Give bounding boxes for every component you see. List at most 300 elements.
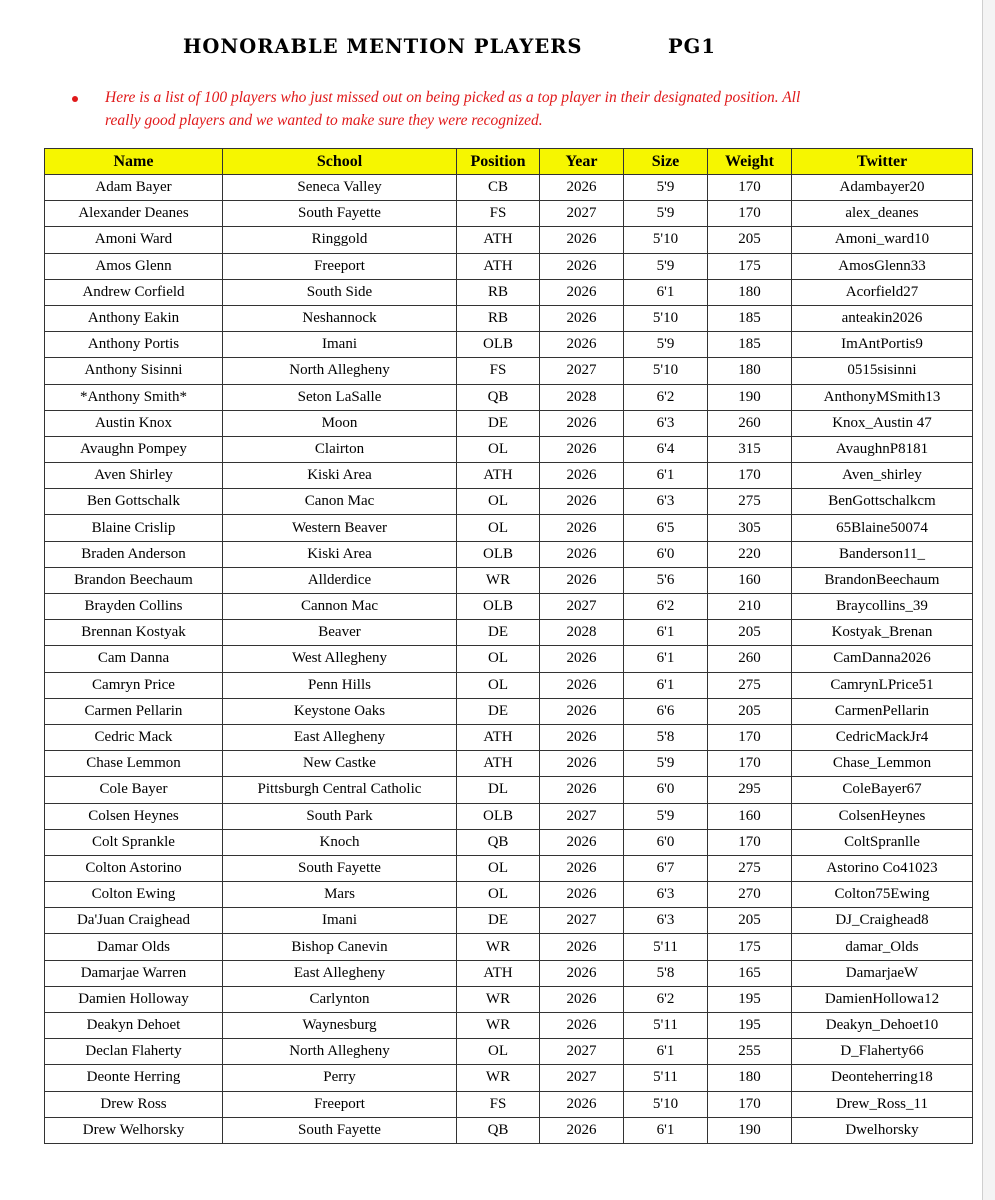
school-cell: South Side xyxy=(223,279,457,305)
player-name-cell: Adam Bayer xyxy=(45,175,223,201)
position-cell: WR xyxy=(457,1065,540,1091)
position-cell: ATH xyxy=(457,751,540,777)
year-cell: 2027 xyxy=(540,358,624,384)
position-cell: OL xyxy=(457,489,540,515)
school-cell: Cannon Mac xyxy=(223,594,457,620)
twitter-handle-cell: ColsenHeynes xyxy=(792,803,973,829)
weight-cell: 160 xyxy=(708,803,792,829)
size-cell: 5'8 xyxy=(624,724,708,750)
size-cell: 6'2 xyxy=(624,384,708,410)
year-cell: 2026 xyxy=(540,305,624,331)
position-cell: RB xyxy=(457,279,540,305)
size-cell: 5'11 xyxy=(624,934,708,960)
table-row xyxy=(45,646,973,672)
player-name-cell: Austin Knox xyxy=(45,410,223,436)
position-cell: DE xyxy=(457,698,540,724)
size-cell: 5'9 xyxy=(624,803,708,829)
position-cell: CB xyxy=(457,175,540,201)
school-cell: West Allegheny xyxy=(223,646,457,672)
size-cell: 6'1 xyxy=(624,672,708,698)
size-cell: 5'9 xyxy=(624,253,708,279)
player-name-cell: Amoni Ward xyxy=(45,227,223,253)
weight-cell: 275 xyxy=(708,855,792,881)
year-cell: 2026 xyxy=(540,724,624,750)
header-school: School xyxy=(223,149,457,175)
twitter-handle-cell: DamarjaeW xyxy=(792,960,973,986)
player-name-cell: Colt Sprankle xyxy=(45,829,223,855)
school-cell: Keystone Oaks xyxy=(223,698,457,724)
position-cell: FS xyxy=(457,1091,540,1117)
year-cell: 2026 xyxy=(540,829,624,855)
weight-cell: 195 xyxy=(708,986,792,1012)
size-cell: 5'9 xyxy=(624,175,708,201)
player-name-cell: *Anthony Smith* xyxy=(45,384,223,410)
table-row xyxy=(45,332,973,358)
intro-note: Here is a list of 100 players who just missed out on being picked as a top player in their designated position. All really good players and we wanted to make sure they were recognized. xyxy=(105,89,801,129)
twitter-handle-cell: 65Blaine50074 xyxy=(792,515,973,541)
weight-cell: 175 xyxy=(708,253,792,279)
size-cell: 5'11 xyxy=(624,1013,708,1039)
table-header-row xyxy=(45,149,973,175)
size-cell: 6'3 xyxy=(624,882,708,908)
size-cell: 6'3 xyxy=(624,908,708,934)
position-cell: WR xyxy=(457,567,540,593)
school-cell: Seton LaSalle xyxy=(223,384,457,410)
school-cell: North Allegheny xyxy=(223,358,457,384)
player-name-cell: Blaine Crislip xyxy=(45,515,223,541)
year-cell: 2028 xyxy=(540,620,624,646)
weight-cell: 205 xyxy=(708,227,792,253)
weight-cell: 170 xyxy=(708,751,792,777)
size-cell: 5'9 xyxy=(624,751,708,777)
position-cell: ATH xyxy=(457,463,540,489)
size-cell: 5'9 xyxy=(624,332,708,358)
twitter-handle-cell: D_Flaherty66 xyxy=(792,1039,973,1065)
table-body xyxy=(45,175,973,1144)
year-cell: 2026 xyxy=(540,777,624,803)
weight-cell: 170 xyxy=(708,175,792,201)
year-cell: 2026 xyxy=(540,332,624,358)
position-cell: OL xyxy=(457,672,540,698)
size-cell: 5'10 xyxy=(624,1091,708,1117)
twitter-handle-cell: Drew_Ross_11 xyxy=(792,1091,973,1117)
size-cell: 6'1 xyxy=(624,620,708,646)
twitter-handle-cell: CamrynLPrice51 xyxy=(792,672,973,698)
year-cell: 2026 xyxy=(540,1117,624,1143)
weight-cell: 255 xyxy=(708,1039,792,1065)
position-cell: DE xyxy=(457,410,540,436)
table-row xyxy=(45,672,973,698)
year-cell: 2026 xyxy=(540,436,624,462)
bullet-icon xyxy=(72,96,78,102)
player-name-cell: Declan Flaherty xyxy=(45,1039,223,1065)
weight-cell: 165 xyxy=(708,960,792,986)
weight-cell: 190 xyxy=(708,384,792,410)
table-row xyxy=(45,934,973,960)
weight-cell: 170 xyxy=(708,463,792,489)
page-margin-strip xyxy=(983,0,995,1200)
table-row xyxy=(45,227,973,253)
position-cell: RB xyxy=(457,305,540,331)
weight-cell: 170 xyxy=(708,829,792,855)
size-cell: 6'6 xyxy=(624,698,708,724)
player-name-cell: Colton Ewing xyxy=(45,882,223,908)
school-cell: South Fayette xyxy=(223,855,457,881)
header-twitter: Twitter xyxy=(792,149,973,175)
year-cell: 2026 xyxy=(540,934,624,960)
year-cell: 2027 xyxy=(540,1065,624,1091)
year-cell: 2027 xyxy=(540,594,624,620)
school-cell: Imani xyxy=(223,908,457,934)
twitter-handle-cell: CedricMackJr4 xyxy=(792,724,973,750)
players-table xyxy=(44,148,973,1144)
table-row xyxy=(45,908,973,934)
position-cell: QB xyxy=(457,829,540,855)
school-cell: Freeport xyxy=(223,1091,457,1117)
position-cell: WR xyxy=(457,986,540,1012)
year-cell: 2026 xyxy=(540,175,624,201)
twitter-handle-cell: AnthonyMSmith13 xyxy=(792,384,973,410)
table-row xyxy=(45,855,973,881)
twitter-handle-cell: Knox_Austin 47 xyxy=(792,410,973,436)
weight-cell: 195 xyxy=(708,1013,792,1039)
position-cell: FS xyxy=(457,358,540,384)
table-row xyxy=(45,358,973,384)
weight-cell: 205 xyxy=(708,620,792,646)
table-row xyxy=(45,541,973,567)
weight-cell: 260 xyxy=(708,646,792,672)
table-row xyxy=(45,1065,973,1091)
player-name-cell: Deonte Herring xyxy=(45,1065,223,1091)
weight-cell: 170 xyxy=(708,201,792,227)
twitter-handle-cell: Deakyn_Dehoet10 xyxy=(792,1013,973,1039)
player-name-cell: Damarjae Warren xyxy=(45,960,223,986)
table-row xyxy=(45,253,973,279)
size-cell: 6'1 xyxy=(624,646,708,672)
twitter-handle-cell: anteakin2026 xyxy=(792,305,973,331)
size-cell: 6'5 xyxy=(624,515,708,541)
size-cell: 5'6 xyxy=(624,567,708,593)
weight-cell: 190 xyxy=(708,1117,792,1143)
position-cell: DE xyxy=(457,908,540,934)
twitter-handle-cell: damar_Olds xyxy=(792,934,973,960)
twitter-handle-cell: 0515sisinni xyxy=(792,358,973,384)
position-cell: OL xyxy=(457,1039,540,1065)
year-cell: 2026 xyxy=(540,672,624,698)
twitter-handle-cell: CarmenPellarin xyxy=(792,698,973,724)
player-name-cell: Cedric Mack xyxy=(45,724,223,750)
weight-cell: 205 xyxy=(708,698,792,724)
twitter-handle-cell: AvaughnP8181 xyxy=(792,436,973,462)
size-cell: 6'1 xyxy=(624,1039,708,1065)
table-row xyxy=(45,305,973,331)
year-cell: 2026 xyxy=(540,515,624,541)
year-cell: 2026 xyxy=(540,410,624,436)
twitter-handle-cell: DamienHollowa12 xyxy=(792,986,973,1012)
table-row xyxy=(45,201,973,227)
year-cell: 2026 xyxy=(540,463,624,489)
weight-cell: 175 xyxy=(708,934,792,960)
player-name-cell: Brandon Beechaum xyxy=(45,567,223,593)
school-cell: South Fayette xyxy=(223,1117,457,1143)
twitter-handle-cell: DJ_Craighead8 xyxy=(792,908,973,934)
school-cell: Mars xyxy=(223,882,457,908)
school-cell: Allderdice xyxy=(223,567,457,593)
school-cell: Kiski Area xyxy=(223,463,457,489)
size-cell: 6'3 xyxy=(624,410,708,436)
size-cell: 5'10 xyxy=(624,227,708,253)
twitter-handle-cell: alex_deanes xyxy=(792,201,973,227)
weight-cell: 185 xyxy=(708,305,792,331)
size-cell: 5'10 xyxy=(624,358,708,384)
size-cell: 6'0 xyxy=(624,541,708,567)
position-cell: QB xyxy=(457,384,540,410)
weight-cell: 210 xyxy=(708,594,792,620)
school-cell: Bishop Canevin xyxy=(223,934,457,960)
player-name-cell: Anthony Eakin xyxy=(45,305,223,331)
player-name-cell: Deakyn Dehoet xyxy=(45,1013,223,1039)
size-cell: 6'7 xyxy=(624,855,708,881)
year-cell: 2026 xyxy=(540,698,624,724)
year-cell: 2026 xyxy=(540,882,624,908)
player-name-cell: Anthony Portis xyxy=(45,332,223,358)
player-name-cell: Avaughn Pompey xyxy=(45,436,223,462)
year-cell: 2026 xyxy=(540,541,624,567)
school-cell: South Fayette xyxy=(223,201,457,227)
weight-cell: 180 xyxy=(708,1065,792,1091)
table-row xyxy=(45,279,973,305)
school-cell: Perry xyxy=(223,1065,457,1091)
school-cell: South Park xyxy=(223,803,457,829)
position-cell: OLB xyxy=(457,803,540,829)
school-cell: Imani xyxy=(223,332,457,358)
table-row xyxy=(45,777,973,803)
twitter-handle-cell: Banderson11_ xyxy=(792,541,973,567)
year-cell: 2026 xyxy=(540,489,624,515)
player-name-cell: Anthony Sisinni xyxy=(45,358,223,384)
year-cell: 2026 xyxy=(540,1091,624,1117)
player-name-cell: Amos Glenn xyxy=(45,253,223,279)
position-cell: WR xyxy=(457,1013,540,1039)
position-cell: ATH xyxy=(457,227,540,253)
school-cell: Moon xyxy=(223,410,457,436)
position-cell: ATH xyxy=(457,960,540,986)
position-cell: OLB xyxy=(457,594,540,620)
table-row xyxy=(45,567,973,593)
position-cell: QB xyxy=(457,1117,540,1143)
twitter-handle-cell: ColeBayer67 xyxy=(792,777,973,803)
year-cell: 2027 xyxy=(540,803,624,829)
player-name-cell: Camryn Price xyxy=(45,672,223,698)
size-cell: 5'10 xyxy=(624,305,708,331)
table-row xyxy=(45,986,973,1012)
table-row xyxy=(45,410,973,436)
table-row xyxy=(45,384,973,410)
page-label: PG1 xyxy=(668,35,716,58)
weight-cell: 170 xyxy=(708,1091,792,1117)
position-cell: ATH xyxy=(457,253,540,279)
position-cell: OLB xyxy=(457,541,540,567)
year-cell: 2027 xyxy=(540,908,624,934)
year-cell: 2026 xyxy=(540,253,624,279)
weight-cell: 275 xyxy=(708,489,792,515)
player-name-cell: Andrew Corfield xyxy=(45,279,223,305)
school-cell: East Allegheny xyxy=(223,960,457,986)
table-row xyxy=(45,594,973,620)
table-row xyxy=(45,1117,973,1143)
player-name-cell: Drew Ross xyxy=(45,1091,223,1117)
weight-cell: 180 xyxy=(708,358,792,384)
header-year: Year xyxy=(540,149,624,175)
player-name-cell: Brayden Collins xyxy=(45,594,223,620)
player-name-cell: Braden Anderson xyxy=(45,541,223,567)
player-name-cell: Colsen Heynes xyxy=(45,803,223,829)
table-row xyxy=(45,724,973,750)
twitter-handle-cell: CamDanna2026 xyxy=(792,646,973,672)
position-cell: OL xyxy=(457,646,540,672)
size-cell: 6'0 xyxy=(624,829,708,855)
position-cell: OL xyxy=(457,855,540,881)
year-cell: 2026 xyxy=(540,227,624,253)
school-cell: Beaver xyxy=(223,620,457,646)
table-row xyxy=(45,515,973,541)
twitter-handle-cell: Amoni_ward10 xyxy=(792,227,973,253)
year-cell: 2026 xyxy=(540,960,624,986)
size-cell: 5'11 xyxy=(624,1065,708,1091)
player-name-cell: Alexander Deanes xyxy=(45,201,223,227)
position-cell: WR xyxy=(457,934,540,960)
header-name: Name xyxy=(45,149,223,175)
school-cell: East Allegheny xyxy=(223,724,457,750)
twitter-handle-cell: Dwelhorsky xyxy=(792,1117,973,1143)
school-cell: Western Beaver xyxy=(223,515,457,541)
table-row xyxy=(45,489,973,515)
position-cell: OL xyxy=(457,882,540,908)
position-cell: ATH xyxy=(457,724,540,750)
table-row xyxy=(45,175,973,201)
school-cell: Penn Hills xyxy=(223,672,457,698)
table-row xyxy=(45,620,973,646)
table-row xyxy=(45,1091,973,1117)
size-cell: 6'1 xyxy=(624,1117,708,1143)
size-cell: 6'4 xyxy=(624,436,708,462)
player-name-cell: Colton Astorino xyxy=(45,855,223,881)
weight-cell: 305 xyxy=(708,515,792,541)
weight-cell: 170 xyxy=(708,724,792,750)
player-name-cell: Ben Gottschalk xyxy=(45,489,223,515)
year-cell: 2028 xyxy=(540,384,624,410)
table-row xyxy=(45,1013,973,1039)
size-cell: 6'1 xyxy=(624,279,708,305)
year-cell: 2026 xyxy=(540,986,624,1012)
size-cell: 5'9 xyxy=(624,201,708,227)
weight-cell: 275 xyxy=(708,672,792,698)
size-cell: 6'2 xyxy=(624,594,708,620)
year-cell: 2026 xyxy=(540,855,624,881)
twitter-handle-cell: Adambayer20 xyxy=(792,175,973,201)
twitter-handle-cell: ColtSpranlle xyxy=(792,829,973,855)
player-name-cell: Drew Welhorsky xyxy=(45,1117,223,1143)
position-cell: OL xyxy=(457,515,540,541)
table-row xyxy=(45,463,973,489)
twitter-handle-cell: Colton75Ewing xyxy=(792,882,973,908)
position-cell: OL xyxy=(457,436,540,462)
table-row xyxy=(45,436,973,462)
page-title: HONORABLE MENTION PLAYERS xyxy=(183,35,583,58)
school-cell: Neshannock xyxy=(223,305,457,331)
size-cell: 6'1 xyxy=(624,463,708,489)
player-name-cell: Carmen Pellarin xyxy=(45,698,223,724)
player-name-cell: Aven Shirley xyxy=(45,463,223,489)
year-cell: 2026 xyxy=(540,751,624,777)
year-cell: 2026 xyxy=(540,1013,624,1039)
weight-cell: 260 xyxy=(708,410,792,436)
school-cell: Clairton xyxy=(223,436,457,462)
school-cell: Canon Mac xyxy=(223,489,457,515)
header-size: Size xyxy=(624,149,708,175)
header-position: Position xyxy=(457,149,540,175)
table-row xyxy=(45,698,973,724)
table-row xyxy=(45,960,973,986)
weight-cell: 185 xyxy=(708,332,792,358)
school-cell: Knoch xyxy=(223,829,457,855)
size-cell: 5'8 xyxy=(624,960,708,986)
player-name-cell: Cole Bayer xyxy=(45,777,223,803)
year-cell: 2027 xyxy=(540,201,624,227)
twitter-handle-cell: Braycollins_39 xyxy=(792,594,973,620)
twitter-handle-cell: BrandonBeechaum xyxy=(792,567,973,593)
table-row xyxy=(45,882,973,908)
school-cell: Freeport xyxy=(223,253,457,279)
school-cell: Carlynton xyxy=(223,986,457,1012)
position-cell: OLB xyxy=(457,332,540,358)
weight-cell: 180 xyxy=(708,279,792,305)
weight-cell: 270 xyxy=(708,882,792,908)
school-cell: Kiski Area xyxy=(223,541,457,567)
twitter-handle-cell: AmosGlenn33 xyxy=(792,253,973,279)
school-cell: Pittsburgh Central Catholic xyxy=(223,777,457,803)
twitter-handle-cell: Chase_Lemmon xyxy=(792,751,973,777)
school-cell: North Allegheny xyxy=(223,1039,457,1065)
year-cell: 2026 xyxy=(540,279,624,305)
player-name-cell: Chase Lemmon xyxy=(45,751,223,777)
school-cell: Waynesburg xyxy=(223,1013,457,1039)
school-cell: New Castke xyxy=(223,751,457,777)
size-cell: 6'3 xyxy=(624,489,708,515)
year-cell: 2027 xyxy=(540,1039,624,1065)
weight-cell: 220 xyxy=(708,541,792,567)
table-row xyxy=(45,1039,973,1065)
weight-cell: 295 xyxy=(708,777,792,803)
header-weight: Weight xyxy=(708,149,792,175)
twitter-handle-cell: Kostyak_Brenan xyxy=(792,620,973,646)
player-name-cell: Damar Olds xyxy=(45,934,223,960)
position-cell: DE xyxy=(457,620,540,646)
player-name-cell: Brennan Kostyak xyxy=(45,620,223,646)
school-cell: Seneca Valley xyxy=(223,175,457,201)
twitter-handle-cell: Aven_shirley xyxy=(792,463,973,489)
school-cell: Ringgold xyxy=(223,227,457,253)
twitter-handle-cell: Deonteherring18 xyxy=(792,1065,973,1091)
year-cell: 2026 xyxy=(540,646,624,672)
size-cell: 6'2 xyxy=(624,986,708,1012)
table-row xyxy=(45,829,973,855)
player-name-cell: Da'Juan Craighead xyxy=(45,908,223,934)
position-cell: FS xyxy=(457,201,540,227)
size-cell: 6'0 xyxy=(624,777,708,803)
table-row xyxy=(45,751,973,777)
twitter-handle-cell: BenGottschalkcm xyxy=(792,489,973,515)
